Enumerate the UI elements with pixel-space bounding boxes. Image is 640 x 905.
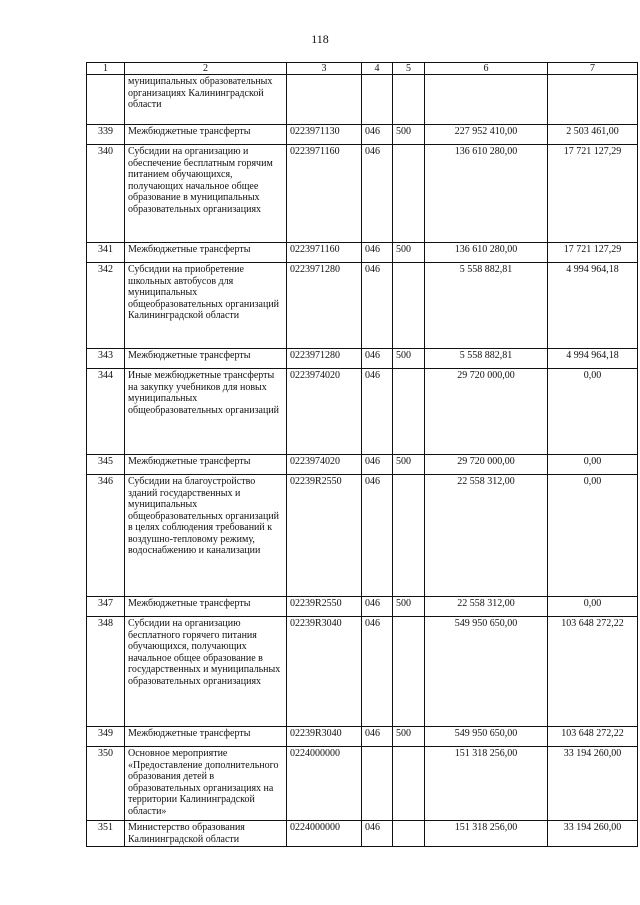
header-col-1: 1 <box>87 63 125 75</box>
row-amount-2: 0,00 <box>548 597 638 617</box>
row-amount-1: 549 950 650,00 <box>425 727 548 747</box>
table-row <box>87 125 638 145</box>
table-row <box>87 145 638 243</box>
row-code: 0223971130 <box>287 125 362 145</box>
row-amount-1: 22 558 312,00 <box>425 475 548 597</box>
row-code: 02239R2550 <box>287 597 362 617</box>
table-row <box>87 617 638 727</box>
row-expense-type <box>393 369 425 455</box>
row-amount-1 <box>425 75 548 125</box>
row-ministry: 046 <box>362 821 393 847</box>
row-number: 342 <box>87 263 125 349</box>
table-row <box>87 821 638 847</box>
row-amount-2: 17 721 127,29 <box>548 243 638 263</box>
row-ministry: 046 <box>362 349 393 369</box>
row-number: 347 <box>87 597 125 617</box>
row-ministry: 046 <box>362 263 393 349</box>
row-ministry: 046 <box>362 145 393 243</box>
row-name: Межбюджетные трансферты <box>125 597 287 617</box>
row-ministry: 046 <box>362 597 393 617</box>
header-col-3: 3 <box>287 63 362 75</box>
row-amount-1: 29 720 000,00 <box>425 369 548 455</box>
row-ministry: 046 <box>362 369 393 455</box>
row-amount-2: 17 721 127,29 <box>548 145 638 243</box>
page-number: 118 <box>311 32 329 46</box>
row-amount-2: 0,00 <box>548 369 638 455</box>
row-number: 349 <box>87 727 125 747</box>
row-ministry: 046 <box>362 455 393 475</box>
row-amount-1: 136 610 280,00 <box>425 243 548 263</box>
row-code <box>287 75 362 125</box>
row-amount-1: 5 558 882,81 <box>425 263 548 349</box>
row-expense-type <box>393 75 425 125</box>
table-row <box>87 349 638 369</box>
row-code: 0223971280 <box>287 263 362 349</box>
row-number <box>87 75 125 125</box>
table-row <box>87 243 638 263</box>
row-amount-1: 29 720 000,00 <box>425 455 548 475</box>
row-code: 0223974020 <box>287 369 362 455</box>
row-name: Иные межбюджетные трансферты на закупку учебников для новых муниципальных общеобразовательных организаций <box>125 369 287 455</box>
row-code: 0223974020 <box>287 455 362 475</box>
row-ministry: 046 <box>362 125 393 145</box>
row-ministry: 046 <box>362 727 393 747</box>
row-ministry: 046 <box>362 475 393 597</box>
row-number: 341 <box>87 243 125 263</box>
row-code: 0224000000 <box>287 821 362 847</box>
row-name: Субсидии на приобретение школьных автобусов для муниципальных общеобразовательных организаций Калининградской области <box>125 263 287 349</box>
table-row <box>87 597 638 617</box>
row-expense-type: 500 <box>393 125 425 145</box>
row-expense-type <box>393 747 425 821</box>
row-name: Субсидии на благоустройство зданий государственных и муниципальных общеобразовательных организаций в целях соблюдения требований к воздушно-тепловому режиму, водоснабжению и канализации <box>125 475 287 597</box>
row-name: муниципальных образовательных организациях Калининградской области <box>125 75 287 125</box>
budget-table <box>86 62 638 847</box>
row-amount-2 <box>548 75 638 125</box>
row-amount-2: 0,00 <box>548 475 638 597</box>
row-ministry: 046 <box>362 617 393 727</box>
row-expense-type <box>393 263 425 349</box>
row-ministry <box>362 747 393 821</box>
header-row <box>87 63 638 75</box>
row-amount-1: 136 610 280,00 <box>425 145 548 243</box>
table-row <box>87 727 638 747</box>
row-expense-type: 500 <box>393 349 425 369</box>
header-col-5: 5 <box>393 63 425 75</box>
row-expense-type: 500 <box>393 243 425 263</box>
row-name: Межбюджетные трансферты <box>125 727 287 747</box>
row-number: 348 <box>87 617 125 727</box>
row-amount-2: 0,00 <box>548 455 638 475</box>
row-code: 02239R2550 <box>287 475 362 597</box>
header-col-6: 6 <box>425 63 548 75</box>
row-amount-1: 5 558 882,81 <box>425 349 548 369</box>
row-expense-type <box>393 821 425 847</box>
table-row <box>87 475 638 597</box>
row-number: 351 <box>87 821 125 847</box>
row-expense-type <box>393 145 425 243</box>
header-col-7: 7 <box>548 63 638 75</box>
row-amount-2: 2 503 461,00 <box>548 125 638 145</box>
row-code: 0223971160 <box>287 243 362 263</box>
row-code: 02239R3040 <box>287 727 362 747</box>
row-ministry <box>362 75 393 125</box>
row-number: 350 <box>87 747 125 821</box>
row-code: 0223971280 <box>287 349 362 369</box>
row-code: 0223971160 <box>287 145 362 243</box>
row-name: Межбюджетные трансферты <box>125 349 287 369</box>
header-col-2: 2 <box>125 63 287 75</box>
row-number: 339 <box>87 125 125 145</box>
row-number: 344 <box>87 369 125 455</box>
row-amount-1: 22 558 312,00 <box>425 597 548 617</box>
row-expense-type: 500 <box>393 597 425 617</box>
row-number: 346 <box>87 475 125 597</box>
table-row <box>87 369 638 455</box>
table-row <box>87 263 638 349</box>
row-amount-1: 151 318 256,00 <box>425 821 548 847</box>
table-row <box>87 75 638 125</box>
row-name: Межбюджетные трансферты <box>125 243 287 263</box>
row-amount-2: 33 194 260,00 <box>548 821 638 847</box>
table-body <box>87 75 638 847</box>
row-name: Основное мероприятие «Предоставление дополнительного образования детей в образовательных организациях на территории Калининградской области» <box>125 747 287 821</box>
row-amount-2: 33 194 260,00 <box>548 747 638 821</box>
row-number: 340 <box>87 145 125 243</box>
row-amount-2: 4 994 964,18 <box>548 349 638 369</box>
table-header <box>87 63 638 75</box>
row-amount-2: 103 648 272,22 <box>548 617 638 727</box>
table-row <box>87 455 638 475</box>
row-ministry: 046 <box>362 243 393 263</box>
row-name: Межбюджетные трансферты <box>125 125 287 145</box>
row-name: Межбюджетные трансферты <box>125 455 287 475</box>
row-name: Субсидии на организацию бесплатного горячего питания обучающихся, получающих начальное общее образование в государственных и муниципальных образовательных организациях <box>125 617 287 727</box>
row-number: 345 <box>87 455 125 475</box>
row-code: 02239R3040 <box>287 617 362 727</box>
row-amount-1: 151 318 256,00 <box>425 747 548 821</box>
row-amount-2: 4 994 964,18 <box>548 263 638 349</box>
row-expense-type: 500 <box>393 455 425 475</box>
row-name: Субсидии на организацию и обеспечение бесплатным горячим питанием обучающихся, получающих начальное общее образование в муниципальных образовательных организациях <box>125 145 287 243</box>
row-amount-1: 549 950 650,00 <box>425 617 548 727</box>
row-number: 343 <box>87 349 125 369</box>
row-amount-2: 103 648 272,22 <box>548 727 638 747</box>
row-code: 0224000000 <box>287 747 362 821</box>
row-expense-type: 500 <box>393 727 425 747</box>
row-name: Министерство образования Калининградской области <box>125 821 287 847</box>
row-expense-type <box>393 617 425 727</box>
header-col-4: 4 <box>362 63 393 75</box>
table-row <box>87 747 638 821</box>
row-expense-type <box>393 475 425 597</box>
row-amount-1: 227 952 410,00 <box>425 125 548 145</box>
